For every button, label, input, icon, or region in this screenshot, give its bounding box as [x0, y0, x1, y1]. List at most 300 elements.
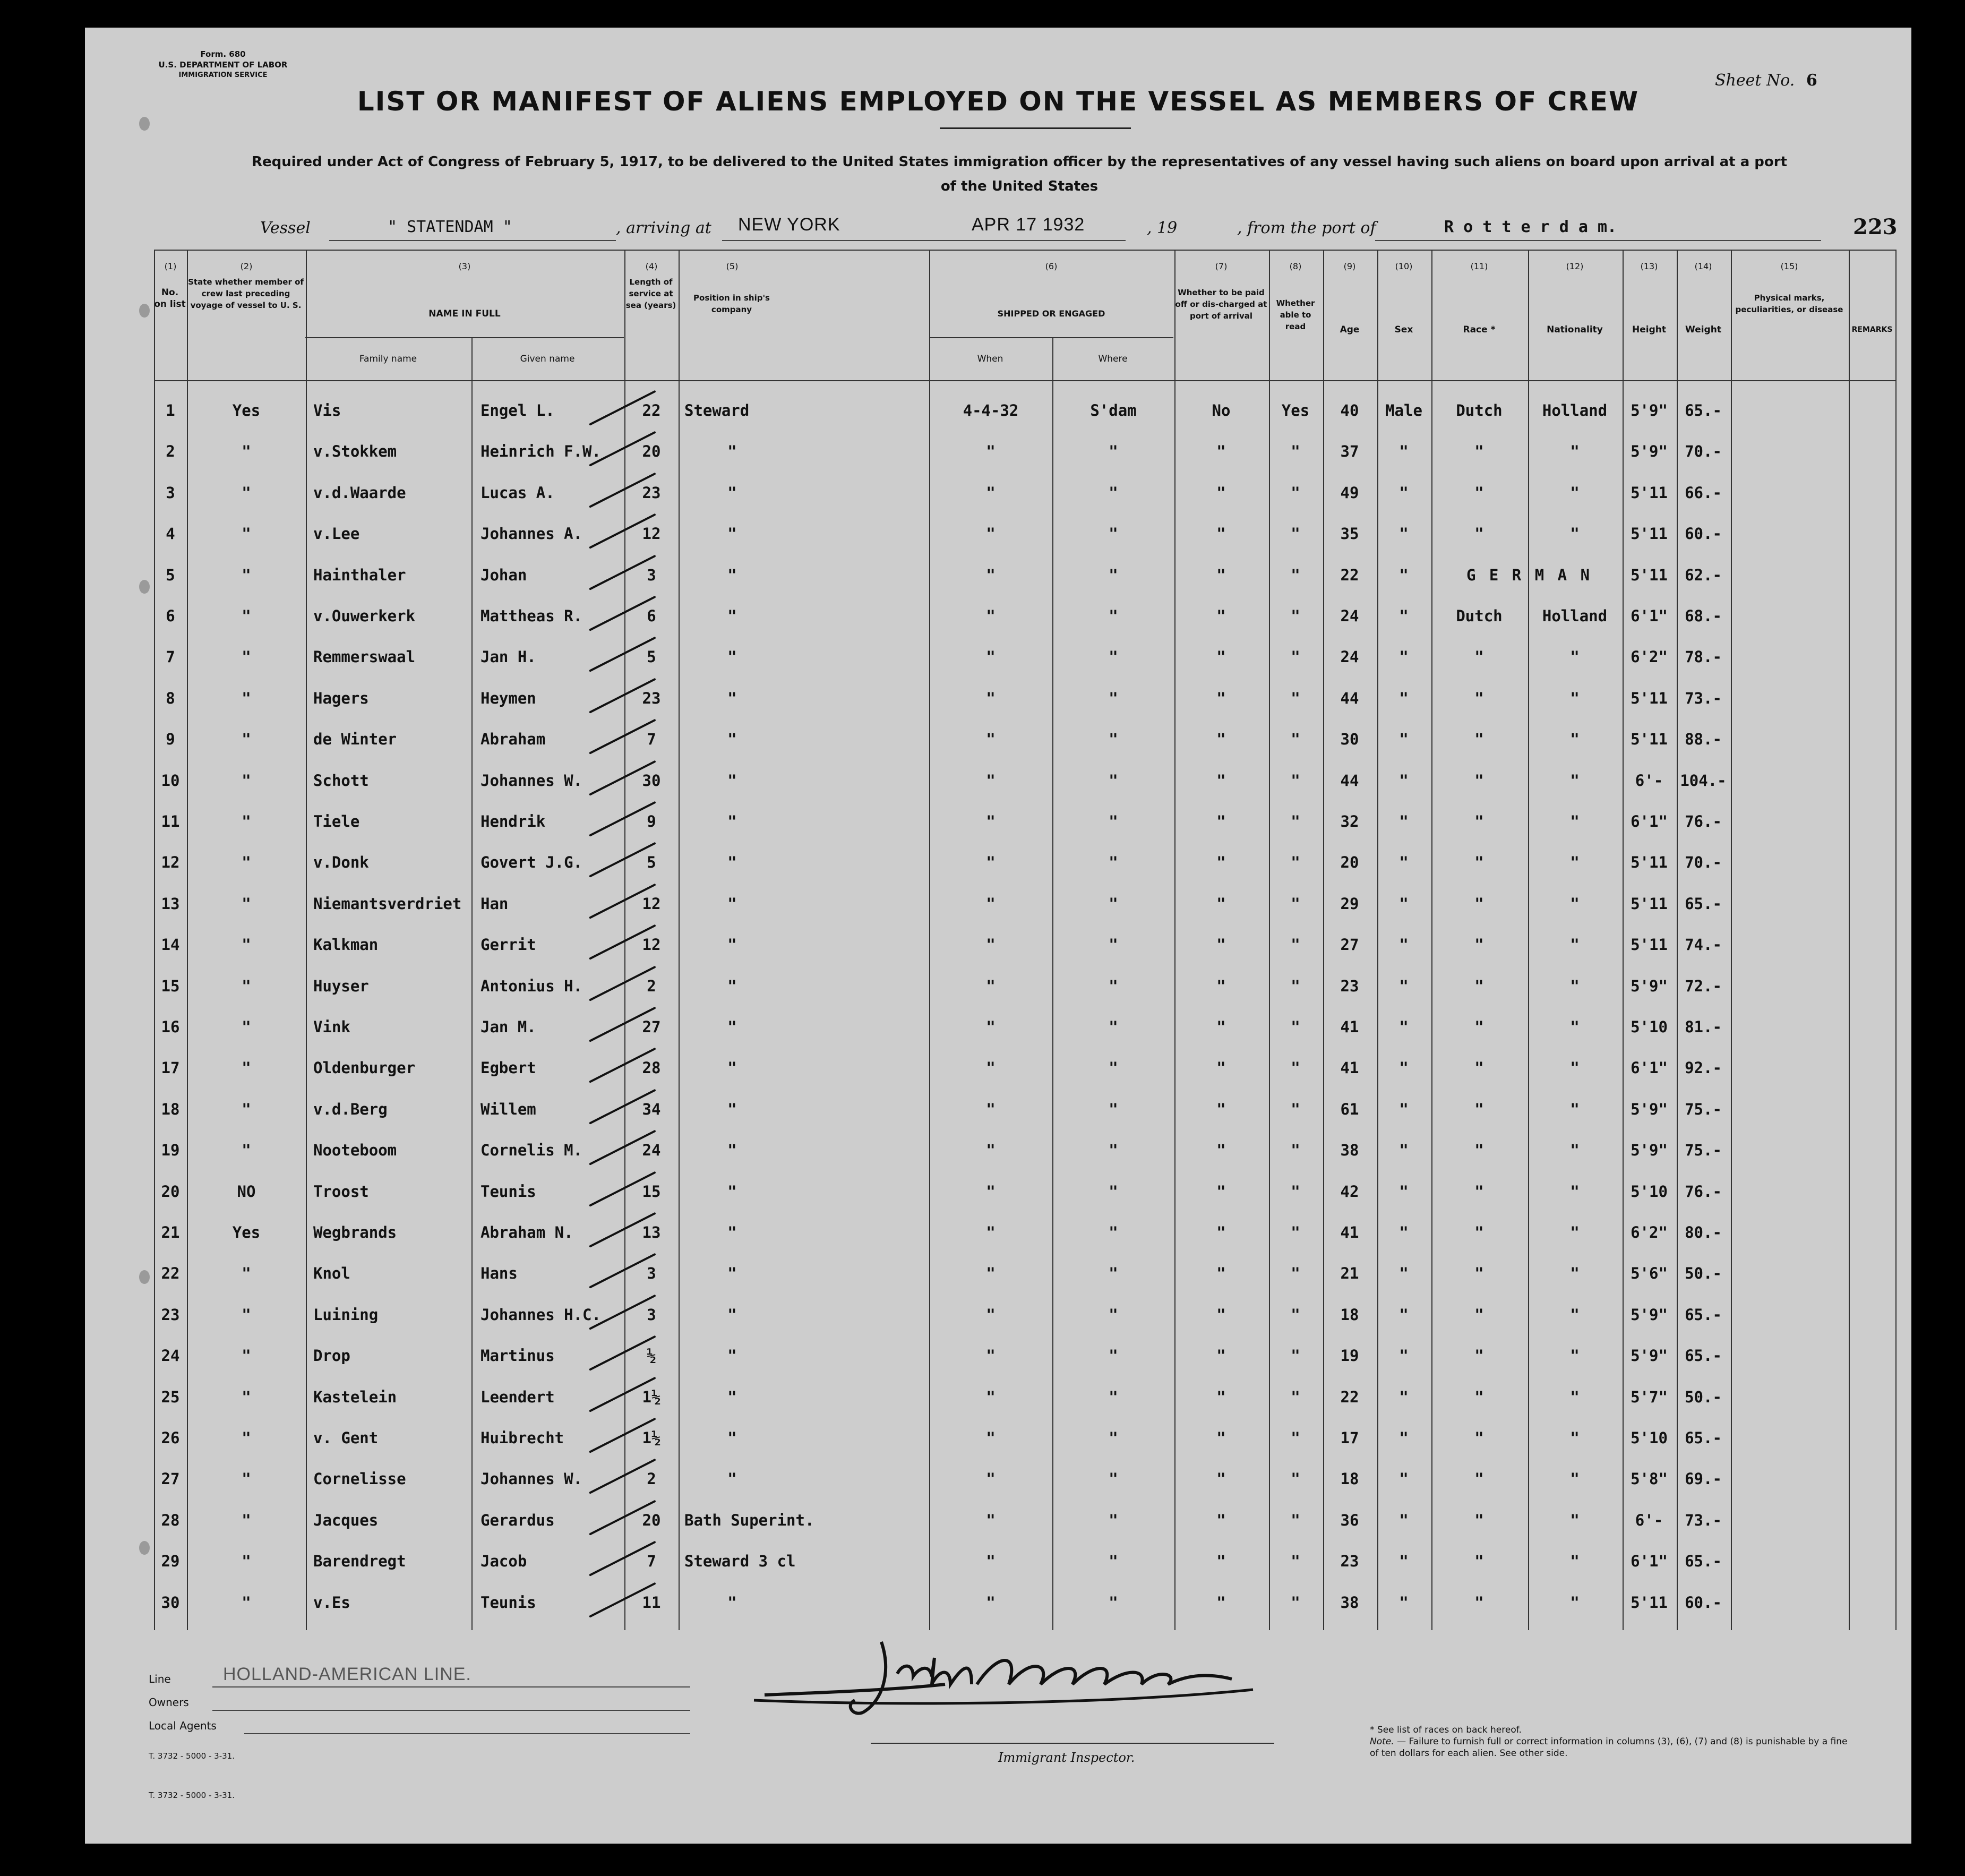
cell-position: ": [727, 566, 737, 584]
cell-age: 21: [1340, 1264, 1359, 1283]
cell-family: Hainthaler: [313, 566, 406, 584]
cell-family: Nooteboom: [313, 1141, 397, 1160]
cell-when: ": [986, 894, 996, 913]
cell-age: 36: [1340, 1511, 1359, 1529]
cell-when: ": [986, 1018, 996, 1036]
cell-paid: ": [1216, 1347, 1226, 1365]
cell-age: 22: [1340, 1387, 1359, 1406]
cell-where: ": [1109, 1223, 1118, 1241]
cell-when: ": [986, 525, 996, 543]
cell-weight: 69.-: [1685, 1470, 1722, 1488]
cell-no: 3: [166, 483, 175, 502]
cell-when: ": [986, 1552, 996, 1571]
cell-read: ": [1291, 1387, 1300, 1406]
cell-given: Johannes A.: [480, 525, 583, 543]
cell-sex: ": [1399, 1018, 1409, 1036]
cell-paid: ": [1216, 1593, 1226, 1612]
cell-position: ": [727, 1264, 737, 1283]
table-row: [154, 1297, 1895, 1338]
cell-nat: ": [1570, 812, 1580, 830]
cell-service: 3: [647, 1264, 656, 1283]
cell-when: ": [986, 1100, 996, 1118]
cell-service: 5: [647, 853, 656, 872]
cell-height: 6'2": [1631, 648, 1668, 666]
arrival-date-stamp: APR 17 1932: [972, 215, 1085, 235]
cell-nat: ": [1570, 936, 1580, 954]
column-number: (6): [1045, 261, 1058, 271]
cell-prev: Yes: [232, 401, 261, 419]
cell-sex: ": [1399, 976, 1409, 995]
cell-service: 23: [642, 689, 661, 707]
cell-position: ": [727, 894, 737, 913]
cell-position: ": [727, 1018, 737, 1036]
cell-no: 20: [161, 1182, 180, 1201]
cell-read: ": [1291, 771, 1300, 790]
cell-age: 37: [1340, 442, 1359, 461]
cell-height: 6'1": [1631, 1552, 1668, 1571]
cell-height: 5'9": [1631, 1305, 1668, 1324]
cell-no: 17: [161, 1059, 180, 1077]
cell-no: 18: [161, 1100, 180, 1118]
cell-position: ": [727, 1100, 737, 1118]
cell-sex: ": [1399, 812, 1409, 830]
cell-prev: ": [242, 1264, 251, 1283]
cell-given: Jan M.: [480, 1018, 536, 1036]
column-number: (12): [1566, 261, 1584, 271]
cell-given: Heinrich F.W.: [480, 442, 601, 461]
table-row: [154, 1420, 1895, 1461]
cell-read: ": [1291, 1429, 1300, 1447]
cell-position: Steward 3 cl: [684, 1552, 796, 1571]
header-paid-off: Whether to be paid off or dis-charged at port of arrival: [1175, 288, 1267, 321]
note-text: — Failure to furnish full or correct information in columns (3), (6), (7) and (8) is punishable by a fine of ten dollars for each alien. See other side.: [1370, 1736, 1848, 1759]
cell-paid: ": [1216, 1100, 1226, 1118]
cell-weight: 65.-: [1685, 894, 1722, 913]
cell-sex: ": [1399, 936, 1409, 954]
cell-position: ": [727, 1059, 737, 1077]
cell-prev: ": [242, 566, 251, 584]
column-number: (3): [458, 261, 471, 271]
cell-family: v.d.Waarde: [313, 483, 406, 502]
cell-position: ": [727, 689, 737, 707]
cell-nat: ": [1570, 1593, 1580, 1612]
cell-service: 20: [642, 1511, 661, 1529]
cell-nat: ": [1570, 648, 1580, 666]
cell-where: ": [1109, 566, 1118, 584]
cell-prev: NO: [237, 1182, 256, 1201]
sheet-label: Sheet No.: [1715, 71, 1795, 90]
cell-where: S'dam: [1090, 401, 1137, 419]
header-weight: Weight: [1685, 324, 1721, 335]
cell-position: ": [727, 1347, 737, 1365]
arriving-label: , arriving at: [616, 219, 711, 237]
cell-service: 24: [642, 1141, 661, 1160]
cell-height: 5'6": [1631, 1264, 1668, 1283]
cell-no: 6: [166, 607, 175, 625]
cell-prev: ": [242, 1059, 251, 1077]
cell-position: ": [727, 976, 737, 995]
cell-race: ": [1474, 442, 1484, 461]
vessel-underline: [329, 240, 616, 241]
cell-sex: ": [1399, 894, 1409, 913]
cell-when: ": [986, 1470, 996, 1488]
cell-where: ": [1109, 483, 1118, 502]
header-shipped-engaged: SHIPPED OR ENGAGED: [997, 309, 1105, 319]
title-underline: [940, 127, 1131, 129]
cell-service: 13: [642, 1223, 661, 1241]
cell-weight: 72.-: [1685, 976, 1722, 995]
cell-sex: Male: [1385, 401, 1422, 419]
cell-race: ": [1474, 894, 1484, 913]
cell-no: 13: [161, 894, 180, 913]
inspector-label: Immigrant Inspector.: [998, 1750, 1135, 1765]
cell-weight: 73.-: [1685, 689, 1722, 707]
table-row: [154, 927, 1895, 968]
cell-when: ": [986, 1264, 996, 1283]
cell-paid: ": [1216, 689, 1226, 707]
cell-race: ": [1474, 976, 1484, 995]
cell-race: ": [1474, 1305, 1484, 1324]
cell-age: 24: [1340, 648, 1359, 666]
cell-read: ": [1291, 525, 1300, 543]
footnote: [1370, 1724, 1858, 1759]
cell-race: G E R M A N: [1466, 566, 1592, 584]
cell-when: ": [986, 1511, 996, 1529]
cell-service: 2: [647, 1470, 656, 1488]
cell-service: 23: [642, 483, 661, 502]
cell-position: Bath Superint.: [684, 1511, 814, 1529]
table-row: [154, 1380, 1895, 1420]
cell-height: 5'11: [1631, 566, 1668, 584]
cell-position: ": [727, 936, 737, 954]
cell-paid: ": [1216, 1264, 1226, 1283]
cell-where: ": [1109, 1182, 1118, 1201]
cell-read: ": [1291, 483, 1300, 502]
cell-nat: ": [1570, 1387, 1580, 1406]
cell-read: ": [1291, 566, 1300, 584]
cell-service: 12: [642, 525, 661, 543]
cell-paid: ": [1216, 442, 1226, 461]
cell-position: ": [727, 607, 737, 625]
form-number: Form. 680: [200, 49, 246, 59]
cell-when: ": [986, 1141, 996, 1160]
cell-position: ": [727, 1141, 737, 1160]
cell-family: Luining: [313, 1305, 379, 1324]
cell-no: 7: [166, 648, 175, 666]
header-family-name: Family name: [359, 354, 417, 364]
cell-read: ": [1291, 1223, 1300, 1241]
table-row: [154, 639, 1895, 680]
cell-sex: ": [1399, 1470, 1409, 1488]
cell-where: ": [1109, 1305, 1118, 1324]
column-number: (5): [726, 261, 739, 271]
cell-weight: 104.-: [1680, 771, 1727, 790]
cell-given: Johannes W.: [480, 1470, 583, 1488]
cell-race: ": [1474, 730, 1484, 749]
cell-weight: 78.-: [1685, 648, 1722, 666]
cell-height: 5'10: [1631, 1182, 1668, 1201]
cell-no: 9: [166, 730, 175, 749]
cell-height: 5'9": [1631, 1141, 1668, 1160]
cell-nat: ": [1570, 976, 1580, 995]
cell-age: 20: [1340, 853, 1359, 872]
cell-position: ": [727, 1182, 737, 1201]
table-row: [154, 1092, 1895, 1133]
cell-sex: ": [1399, 1059, 1409, 1077]
table-row: [154, 763, 1895, 804]
cell-no: 11: [161, 812, 180, 830]
cell-when: ": [986, 607, 996, 625]
cell-given: Gerardus: [480, 1511, 555, 1529]
cell-sex: ": [1399, 1552, 1409, 1571]
header-height: Height: [1632, 324, 1666, 335]
cell-given: Abraham: [480, 730, 546, 749]
cell-given: Govert J.G.: [480, 853, 583, 872]
cell-race: ": [1474, 1347, 1484, 1365]
cell-height: 5'11: [1631, 1593, 1668, 1612]
header-sex: Sex: [1394, 324, 1413, 335]
cell-given: Hans: [480, 1264, 518, 1283]
header-remarks: REMARKS: [1851, 325, 1893, 334]
cell-paid: ": [1216, 1552, 1226, 1571]
cell-where: ": [1109, 730, 1118, 749]
cell-sex: ": [1399, 648, 1409, 666]
cell-race: ": [1474, 1100, 1484, 1118]
cell-given: Cornelis M.: [480, 1141, 583, 1160]
cell-service: 15: [642, 1182, 661, 1201]
cell-given: Gerrit: [480, 936, 536, 954]
cell-sex: ": [1399, 525, 1409, 543]
cell-family: Niemantsverdriet: [313, 894, 462, 913]
binder-hole: [139, 1541, 150, 1555]
from-underline: [1375, 240, 1821, 241]
cell-sex: ": [1399, 566, 1409, 584]
cell-where: ": [1109, 648, 1118, 666]
cell-weight: 88.-: [1685, 730, 1722, 749]
manifest-number: 223: [1853, 215, 1898, 239]
cell-nat: ": [1570, 853, 1580, 872]
cell-prev: ": [242, 894, 251, 913]
cell-position: ": [727, 853, 737, 872]
cell-paid: ": [1216, 1305, 1226, 1324]
cell-nat: ": [1570, 1347, 1580, 1365]
line-underline: [212, 1686, 690, 1687]
cell-service: 12: [642, 936, 661, 954]
cell-family: Hagers: [313, 689, 369, 707]
cell-race: ": [1474, 1387, 1484, 1406]
cell-sex: ": [1399, 1347, 1409, 1365]
cell-where: ": [1109, 442, 1118, 461]
table-row: [154, 804, 1895, 845]
cell-read: ": [1291, 936, 1300, 954]
header-given-name: Given name: [520, 354, 575, 364]
cell-sex: ": [1399, 1141, 1409, 1160]
cell-when: ": [986, 689, 996, 707]
cell-no: 1: [166, 401, 175, 419]
cell-given: Johan: [480, 566, 527, 584]
column-rule: [1895, 250, 1897, 1630]
cell-where: ": [1109, 853, 1118, 872]
owners-label: Owners: [149, 1696, 189, 1709]
cell-prev: ": [242, 689, 251, 707]
cell-when: ": [986, 1182, 996, 1201]
vessel-line: [85, 213, 1911, 245]
cell-race: ": [1474, 1264, 1484, 1283]
cell-where: ": [1109, 689, 1118, 707]
cell-given: Mattheas R.: [480, 607, 583, 625]
arrival-port: NEW YORK: [738, 215, 840, 235]
cell-weight: 76.-: [1685, 812, 1722, 830]
cell-weight: 60.-: [1685, 525, 1722, 543]
cell-position: ": [727, 1387, 737, 1406]
cell-position: ": [727, 525, 737, 543]
cell-prev: ": [242, 1018, 251, 1036]
cell-paid: ": [1216, 525, 1226, 543]
cell-age: 49: [1340, 483, 1359, 502]
cell-position: ": [727, 1470, 737, 1488]
column-number: (10): [1395, 261, 1413, 271]
line-label: Line: [149, 1673, 171, 1685]
cell-where: ": [1109, 894, 1118, 913]
cell-weight: 73.-: [1685, 1511, 1722, 1529]
cell-where: ": [1109, 1018, 1118, 1036]
cell-prev: ": [242, 1100, 251, 1118]
header-physical-marks: Physical marks, peculiarities, or disease: [1735, 293, 1843, 314]
cell-where: ": [1109, 771, 1118, 790]
cell-given: Jan H.: [480, 648, 536, 666]
cell-no: 5: [166, 566, 175, 584]
cell-read: ": [1291, 442, 1300, 461]
cell-prev: ": [242, 771, 251, 790]
cell-sex: ": [1399, 1429, 1409, 1447]
cell-height: 6'2": [1631, 1223, 1668, 1241]
cell-age: 44: [1340, 771, 1359, 790]
cell-nat: ": [1570, 1223, 1580, 1241]
cell-sex: ": [1399, 1182, 1409, 1201]
cell-given: Han: [480, 894, 509, 913]
cell-weight: 66.-: [1685, 483, 1722, 502]
cell-read: ": [1291, 648, 1300, 666]
cell-where: ": [1109, 607, 1118, 625]
cell-prev: ": [242, 1429, 251, 1447]
cell-weight: 92.-: [1685, 1059, 1722, 1077]
table-top-rule: [154, 250, 1895, 251]
cell-race: ": [1474, 812, 1484, 830]
cell-given: Willem: [480, 1100, 536, 1118]
cell-age: 18: [1340, 1470, 1359, 1488]
cell-race: ": [1474, 525, 1484, 543]
cell-where: ": [1109, 1593, 1118, 1612]
cell-where: ": [1109, 1347, 1118, 1365]
table-row: [154, 1503, 1895, 1544]
cell-sex: ": [1399, 1511, 1409, 1529]
cell-family: Knol: [313, 1264, 350, 1283]
cell-height: 5'9": [1631, 1100, 1668, 1118]
cell-family: Vink: [313, 1018, 350, 1036]
cell-height: 6'1": [1631, 1059, 1668, 1077]
table-row: [154, 1256, 1895, 1297]
cell-nat: ": [1570, 1141, 1580, 1160]
cell-paid: ": [1216, 1141, 1226, 1160]
cell-read: ": [1291, 1141, 1300, 1160]
table-row: [154, 1461, 1895, 1502]
cell-weight: 70.-: [1685, 853, 1722, 872]
cell-family: v.d.Berg: [313, 1100, 388, 1118]
from-port-label: , from the port of: [1237, 219, 1376, 237]
cell-prev: ": [242, 525, 251, 543]
cell-no: 25: [161, 1387, 180, 1406]
table-row: [154, 598, 1895, 639]
column-number: (13): [1640, 261, 1658, 271]
cell-weight: 81.-: [1685, 1018, 1722, 1036]
cell-nat: ": [1570, 1018, 1580, 1036]
cell-nat: ": [1570, 1511, 1580, 1529]
cell-height: 6'1": [1631, 812, 1668, 830]
crew-table: [154, 250, 1895, 1630]
header-bottom-rule: [154, 380, 1895, 381]
cell-age: 41: [1340, 1018, 1359, 1036]
cell-when: ": [986, 1429, 996, 1447]
cell-read: ": [1291, 1305, 1300, 1324]
cell-age: 27: [1340, 936, 1359, 954]
cell-service: 1½: [642, 1429, 661, 1447]
cell-no: 28: [161, 1511, 180, 1529]
cell-weight: 65.-: [1685, 1347, 1722, 1365]
cell-service: 11: [642, 1593, 661, 1612]
cell-sex: ": [1399, 1100, 1409, 1118]
cell-where: ": [1109, 1387, 1118, 1406]
table-row: [154, 1544, 1895, 1584]
cell-weight: 75.-: [1685, 1141, 1722, 1160]
cell-nat: ": [1570, 442, 1580, 461]
cell-sex: ": [1399, 1264, 1409, 1283]
cell-position: ": [727, 1305, 737, 1324]
cell-read: ": [1291, 607, 1300, 625]
vessel-label: Vessel: [260, 219, 311, 237]
requirement-line-1: Required under Act of Congress of February 5, 1917, to be delivered to the United States immigration officer by the representatives of any vessel having such aliens on board upon arrival at a port: [251, 154, 1788, 170]
cell-service: 28: [642, 1059, 661, 1077]
cell-given: Lucas A.: [480, 483, 555, 502]
header-name-in-full: NAME IN FULL: [428, 309, 501, 319]
cell-weight: 75.-: [1685, 1100, 1722, 1118]
cell-when: ": [986, 1347, 996, 1365]
cell-age: 41: [1340, 1223, 1359, 1241]
cell-prev: ": [242, 936, 251, 954]
cell-prev: ": [242, 853, 251, 872]
cell-when: ": [986, 1387, 996, 1406]
cell-read: ": [1291, 1264, 1300, 1283]
cell-family: Drop: [313, 1347, 350, 1365]
cell-weight: 65.-: [1685, 1429, 1722, 1447]
cell-weight: 65.-: [1685, 1305, 1722, 1324]
cell-family: Schott: [313, 771, 369, 790]
cell-prev: ": [242, 812, 251, 830]
table-row: [154, 1215, 1895, 1256]
cell-family: Huyser: [313, 976, 369, 995]
cell-family: Jacques: [313, 1511, 379, 1529]
cell-paid: ": [1216, 1059, 1226, 1077]
cell-service: 5: [647, 648, 656, 666]
cell-family: Wegbrands: [313, 1223, 397, 1241]
manifest-sheet: [85, 28, 1911, 1844]
form-header: [127, 49, 319, 81]
cell-position: ": [727, 1593, 737, 1612]
cell-nat: ": [1570, 771, 1580, 790]
cell-age: 35: [1340, 525, 1359, 543]
requirement-line-2: of the United States: [940, 178, 1099, 194]
header-when: When: [977, 354, 1003, 364]
cell-paid: ": [1216, 730, 1226, 749]
